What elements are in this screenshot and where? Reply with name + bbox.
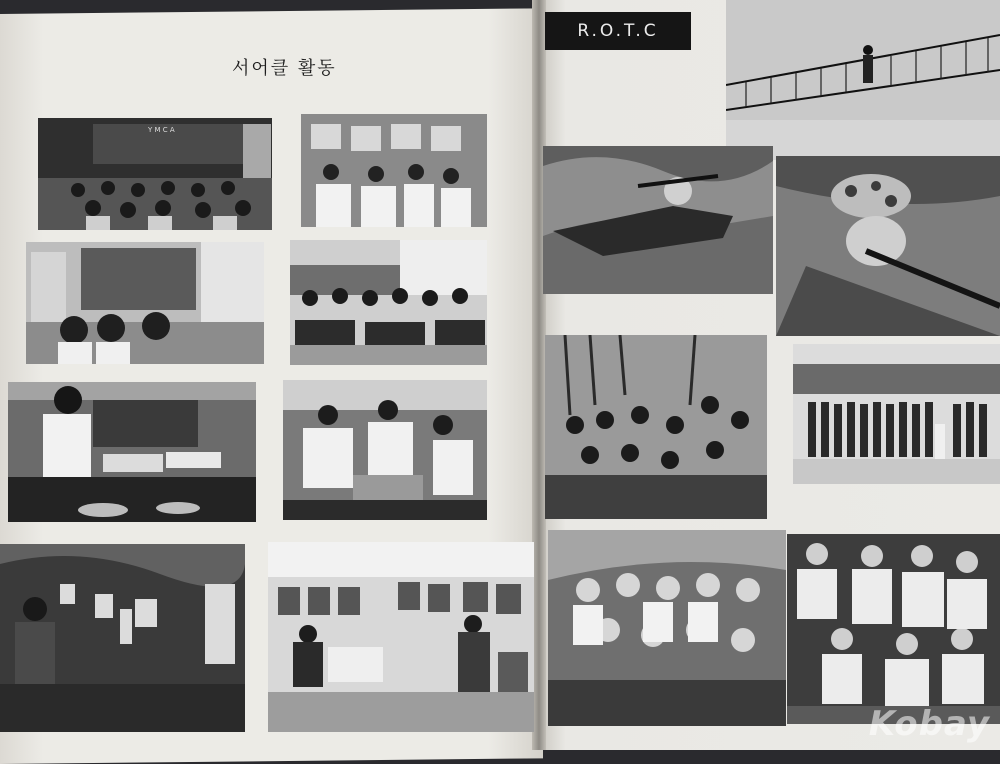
photo-baduk-club	[283, 380, 487, 520]
book-gutter	[532, 0, 546, 750]
photo-classroom-desks	[290, 240, 487, 365]
photo-rope-bridge	[726, 0, 1000, 160]
photo-soldier-rifle-camouflage	[776, 156, 1000, 336]
photo-soldier-lying	[543, 146, 773, 294]
photo-art-room-meeting	[26, 242, 264, 364]
photo-group-resting	[545, 335, 767, 519]
page-heading: 서어클 활동	[232, 58, 337, 79]
photo-record-player-club	[8, 382, 256, 522]
photo-gallery-exhibit	[268, 542, 534, 732]
photo-typing-class	[301, 114, 487, 227]
photo-outdoor-exhibit	[0, 544, 245, 732]
photo-group-undershirts	[787, 534, 1000, 724]
photo-formation-field	[793, 344, 1000, 484]
rotc-section-label: R.O.T.C	[545, 12, 691, 50]
watermark: Kobay	[868, 704, 990, 744]
ymca-sign: Y M C A	[148, 126, 175, 134]
photo-group-smiling	[548, 530, 786, 726]
photo-ymca-auditorium	[38, 118, 272, 230]
